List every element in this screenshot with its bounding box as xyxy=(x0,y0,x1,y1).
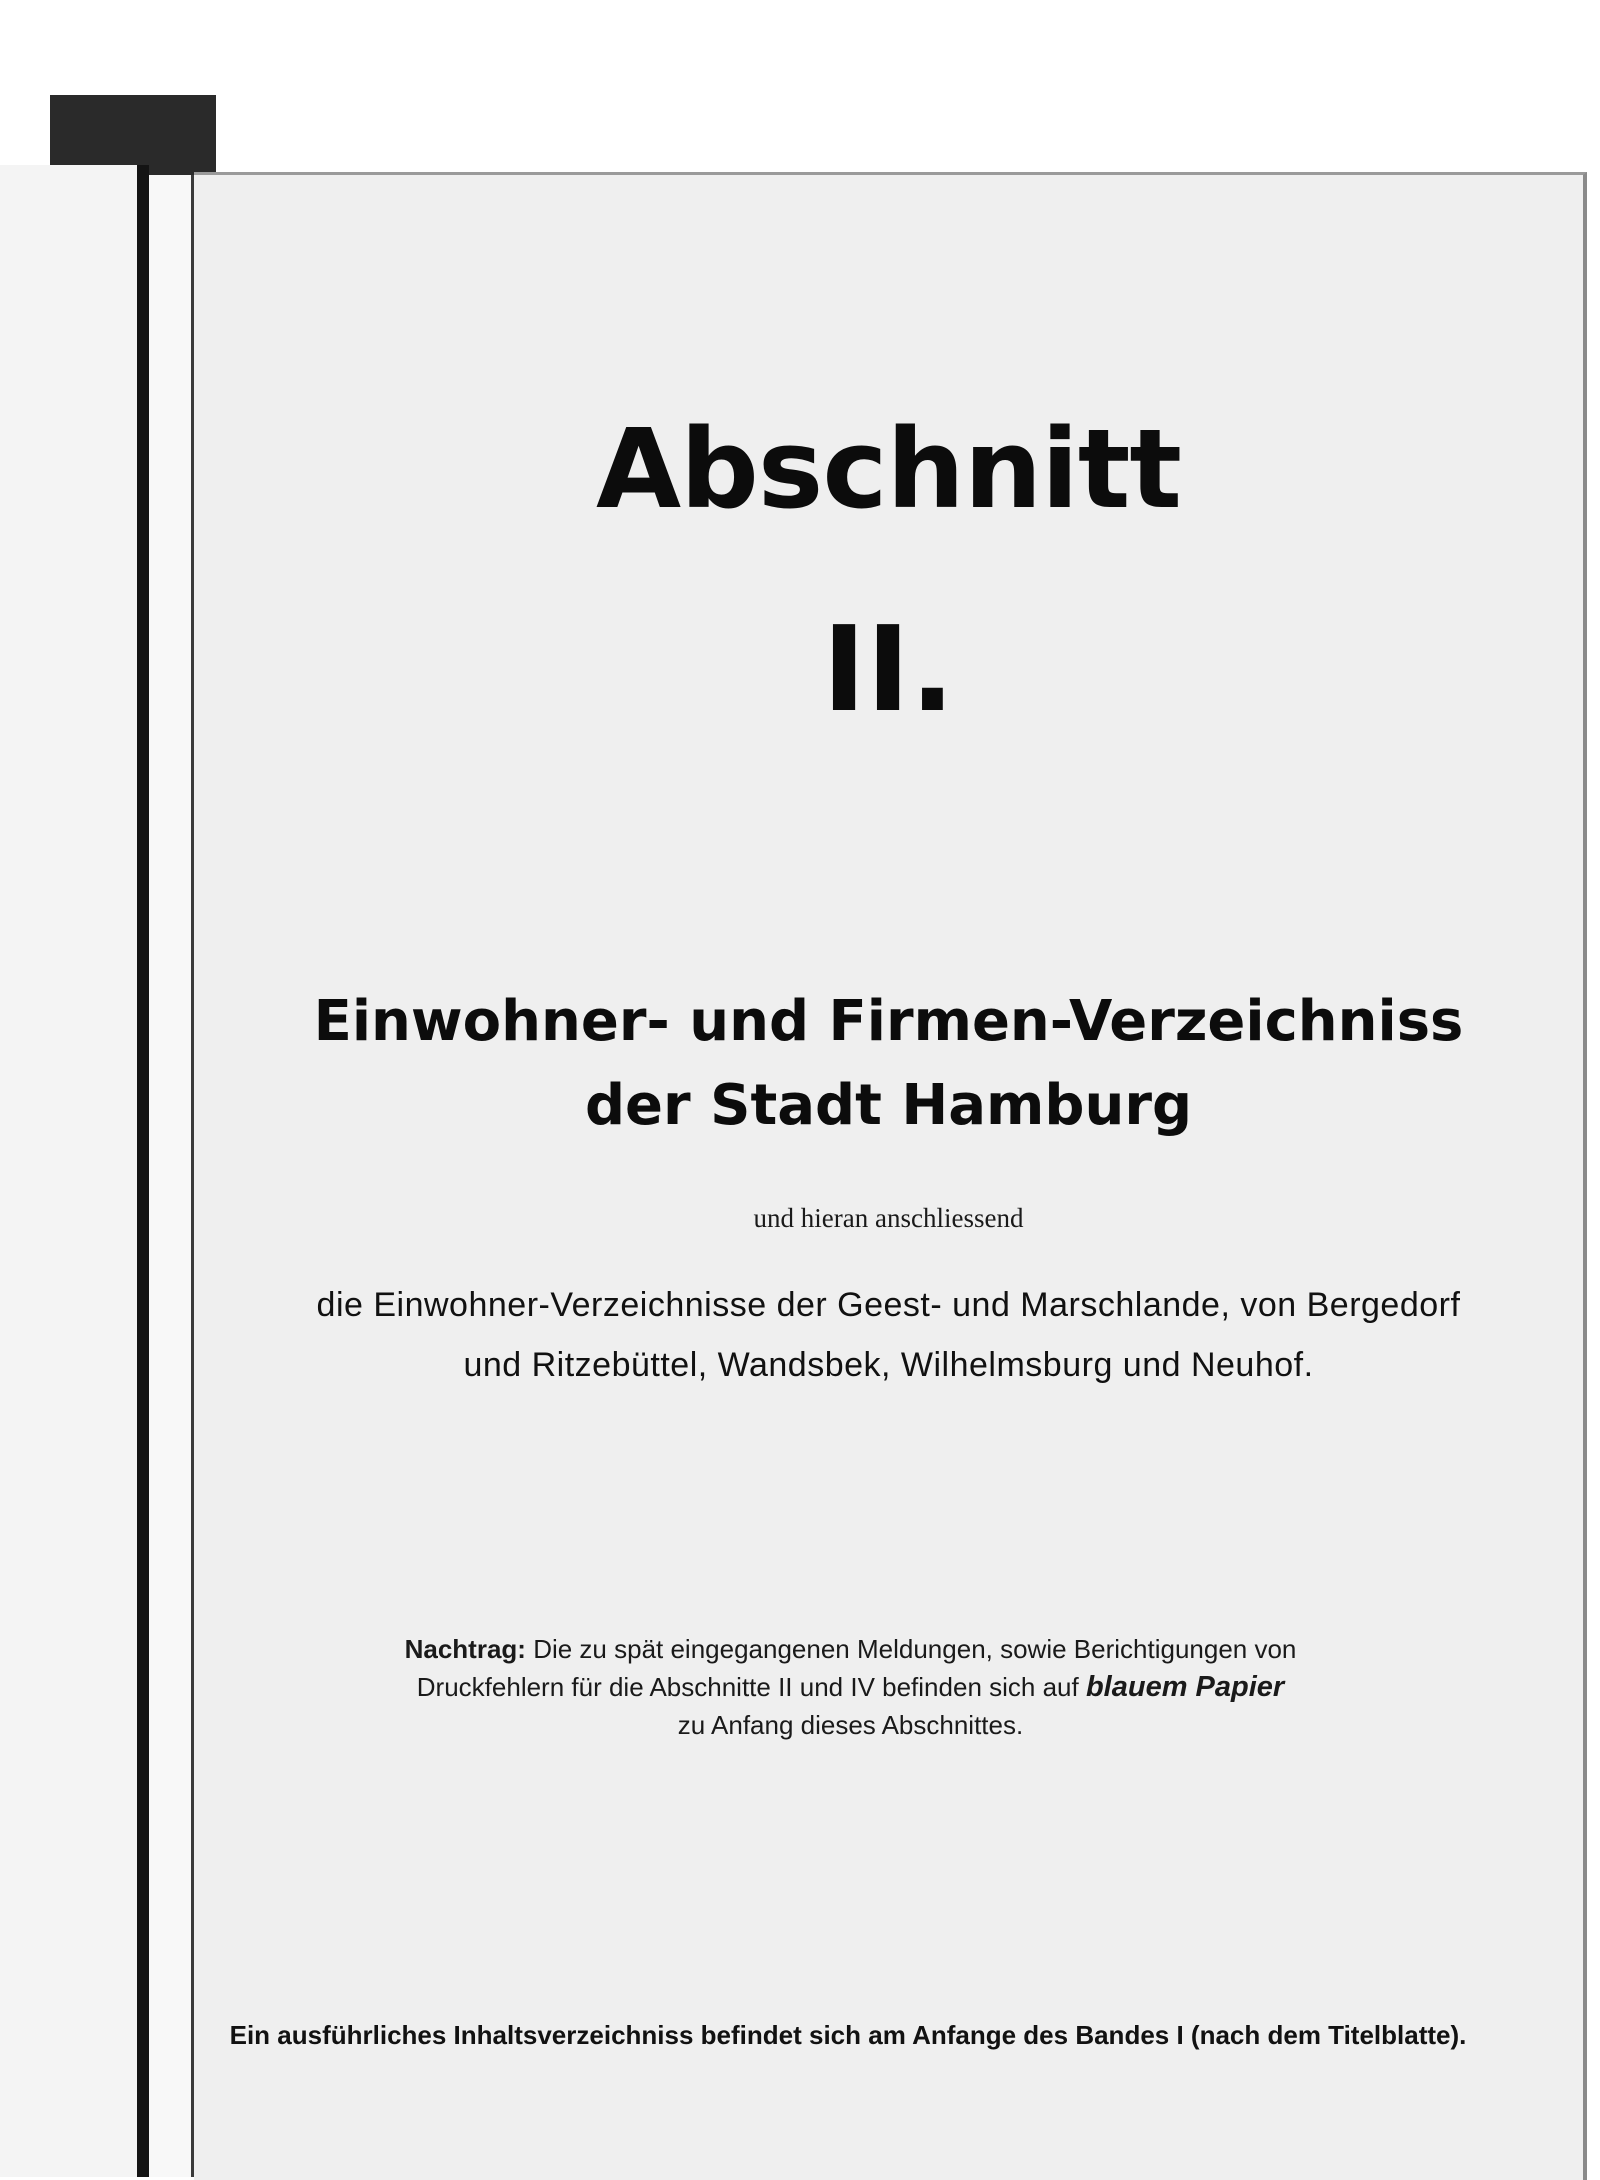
towns-line-1: die Einwohner-Verzeichnisse der Geest- und Marschlande, von Bergedorf xyxy=(316,1286,1461,1324)
directory-title xyxy=(194,980,1583,1148)
addendum-text-part2: zu Anfang dieses Abschnittes. xyxy=(677,1710,1024,1740)
addendum-label: Nachtrag: xyxy=(404,1634,526,1664)
towns-line-2: und Ritzebüttel, Wandsbek, Wilhelmsburg und Neuhof. xyxy=(463,1346,1314,1384)
directory-title-line-2: der Stadt Hamburg xyxy=(584,1073,1193,1138)
directory-title-line-1: Einwohner- und Firmen-Verzeichniss xyxy=(313,989,1464,1054)
section-heading: Abschnitt xyxy=(595,405,1182,533)
connector-text: und hieran anschliessend xyxy=(753,1203,1024,1233)
left-page-edge xyxy=(0,165,140,2177)
addendum-emphasis: blauem Papier xyxy=(1085,1671,1285,1703)
book-spine xyxy=(137,165,149,2177)
page-gutter xyxy=(149,175,194,2177)
towns-list xyxy=(194,1275,1583,1395)
scan-edge-dark-tab xyxy=(50,95,216,175)
addendum-note xyxy=(378,1630,1323,1744)
table-of-contents-note: Ein ausführliches Inhaltsverzeichniss befindet sich am Anfange des Bandes I (nach dem Titelblatte). xyxy=(229,2020,1467,2050)
section-number: II. xyxy=(822,600,955,738)
addendum-text-part1: Die zu spät eingegangenen Meldungen, sowie Berichtigungen von Druckfehlern für die Abschnitte II und IV befinden sich auf xyxy=(416,1634,1297,1702)
